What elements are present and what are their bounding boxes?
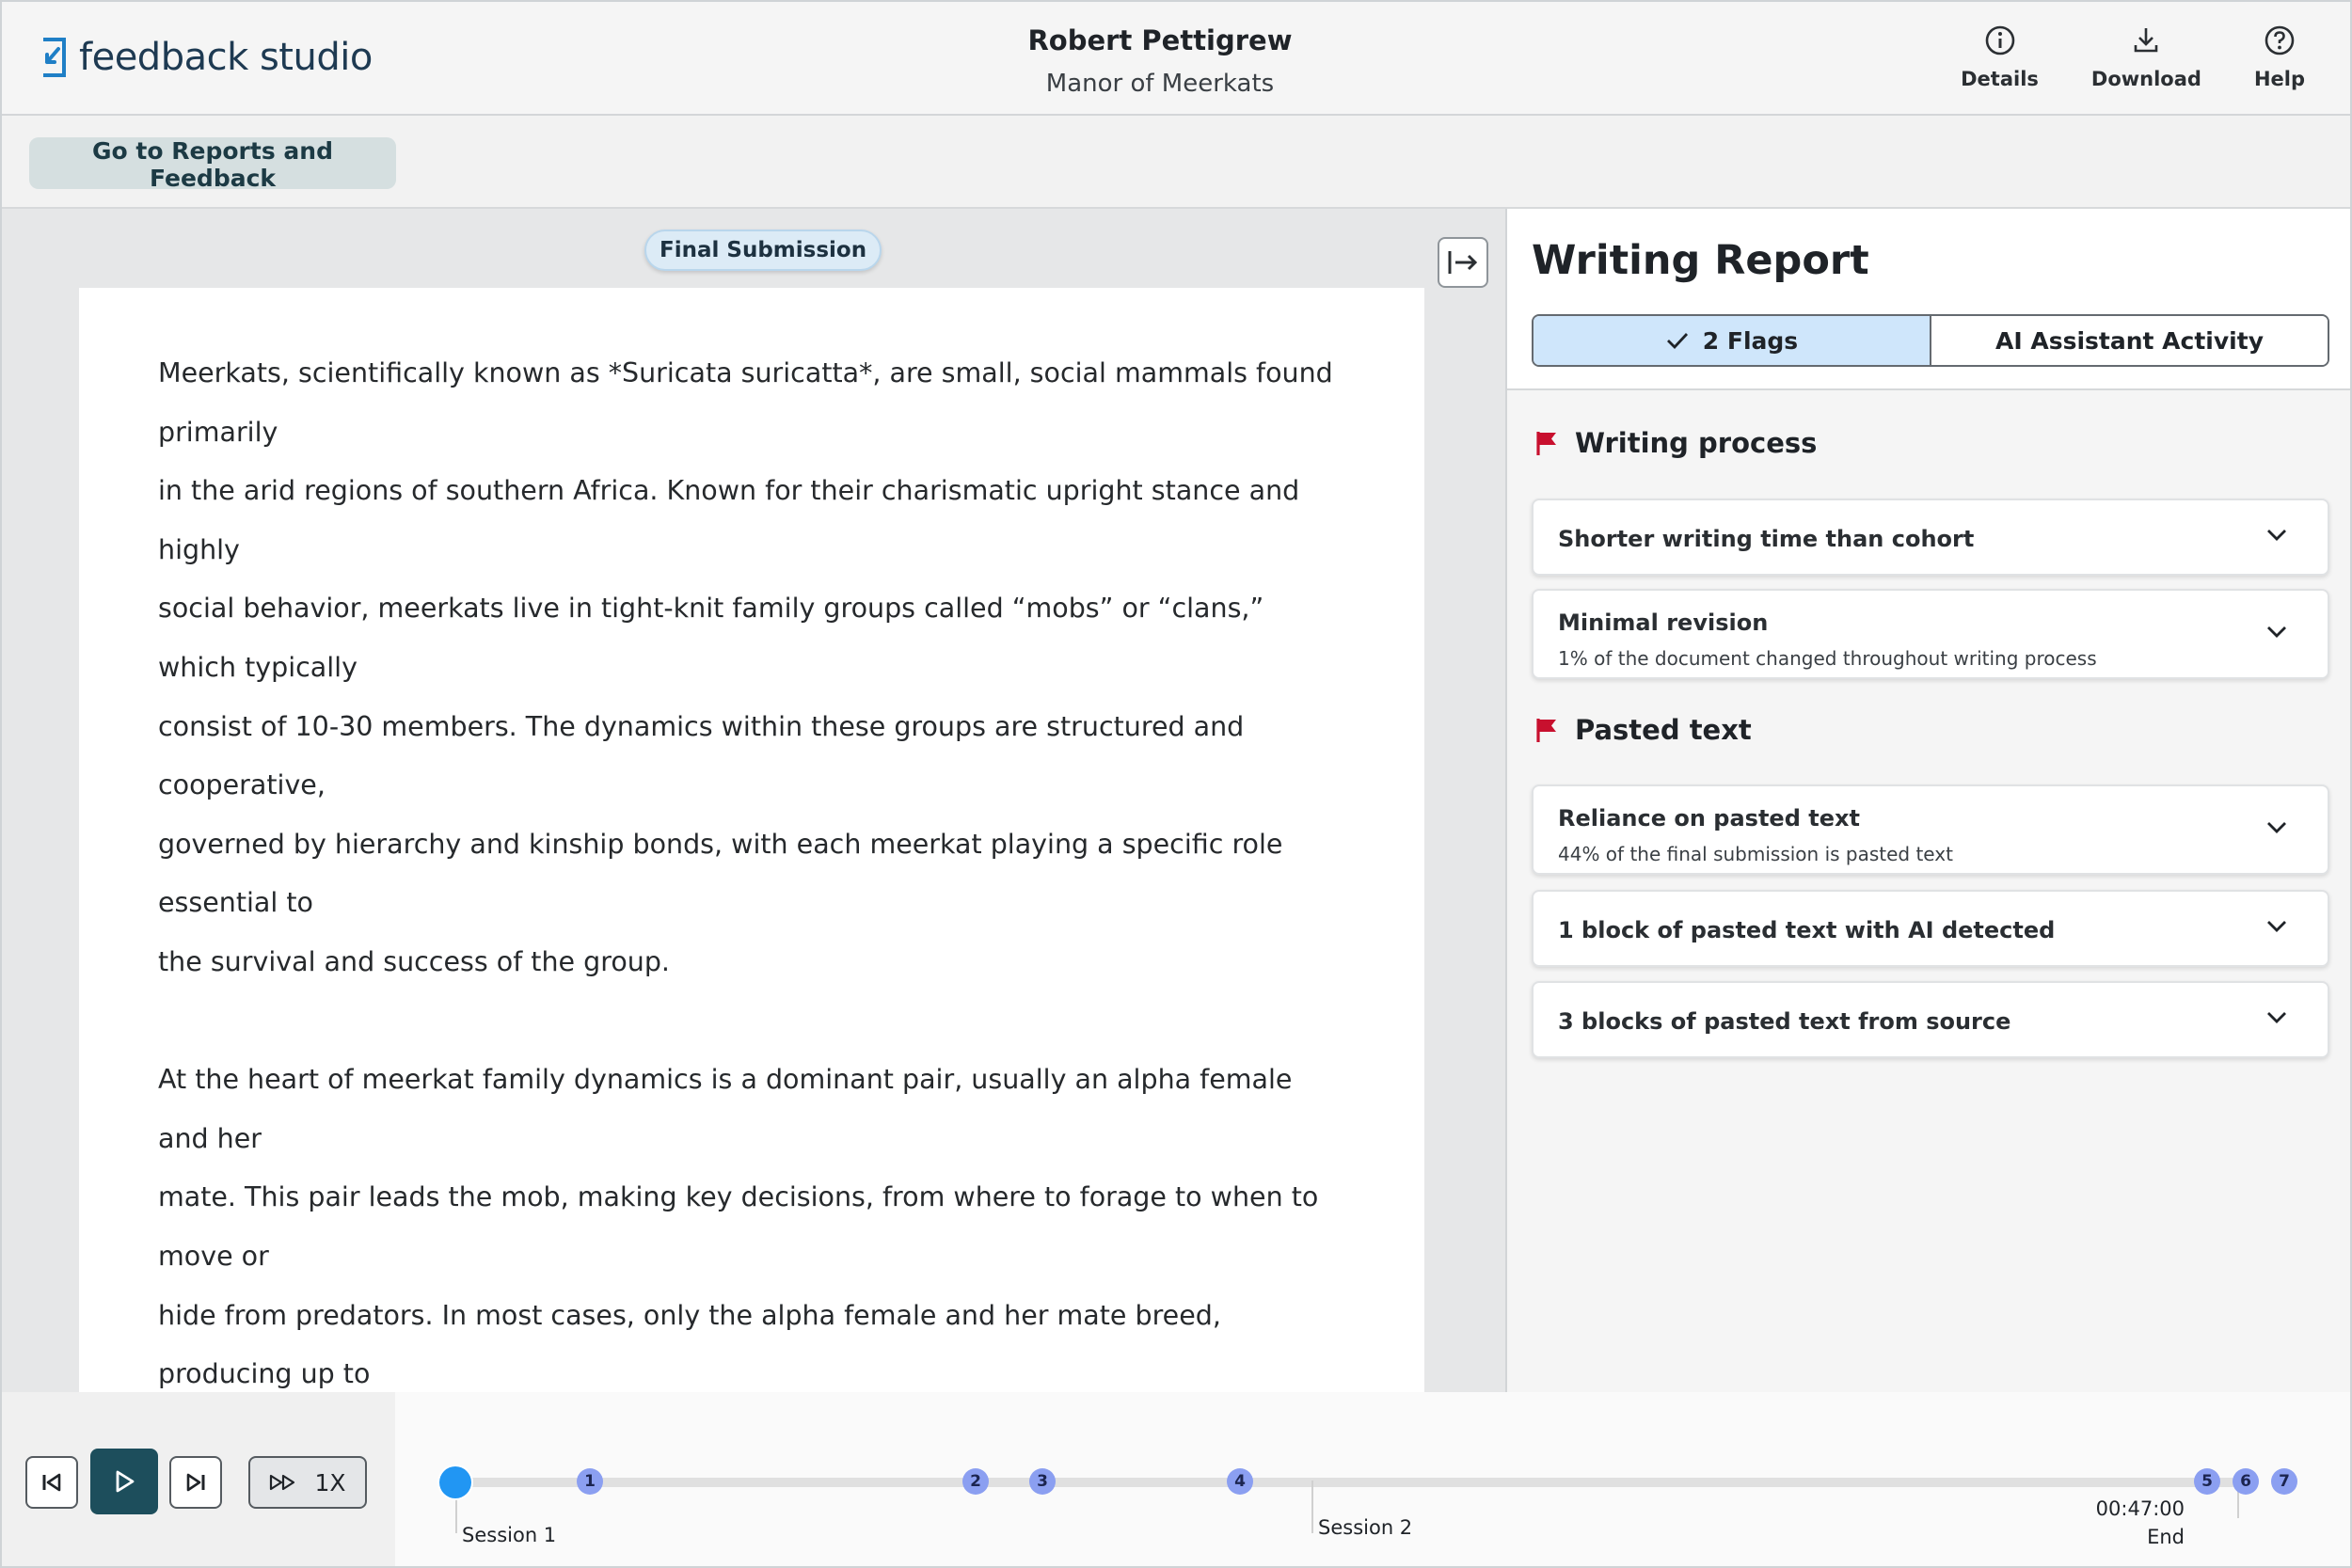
chevron-down-icon <box>2265 528 2288 543</box>
play-button[interactable] <box>90 1449 158 1514</box>
timeline[interactable] <box>395 1392 2352 1568</box>
app-header <box>0 0 2352 116</box>
flag-card-pasted-text-from-source[interactable] <box>1532 981 2329 1058</box>
tab-flags[interactable] <box>1534 316 1931 365</box>
timeline-marker[interactable]: 1 <box>577 1468 603 1495</box>
fast-forward-icon <box>269 1474 297 1491</box>
chevron-down-icon <box>2265 919 2288 934</box>
student-name: Robert Pettigrew <box>1027 24 1293 56</box>
timeline-marker[interactable]: 5 <box>2194 1468 2220 1495</box>
assignment-title: Manor of Meerkats <box>1045 70 1275 98</box>
end-time: 00:47:00 <box>2095 1497 2185 1520</box>
help-button[interactable] <box>2254 24 2305 90</box>
timeline-marker[interactable]: 6 <box>2233 1468 2259 1495</box>
download-button[interactable] <box>2091 24 2201 90</box>
section-title: Writing process <box>1575 427 1818 459</box>
skip-forward-button[interactable] <box>169 1456 222 1509</box>
check-icon <box>1665 330 1690 351</box>
collapse-panel-icon <box>1446 248 1480 277</box>
document-page <box>79 288 1424 1392</box>
details-label: Details <box>1961 68 2039 90</box>
flag-card-pasted-text-ai-detected[interactable] <box>1532 890 2329 967</box>
document-viewer[interactable] <box>0 209 1505 1392</box>
timeline-marker[interactable]: 4 <box>1227 1468 1253 1495</box>
skip-back-button[interactable] <box>25 1456 78 1509</box>
flag-card-description: 44% of the final submission is pasted text <box>1558 843 1953 865</box>
flag-card-shorter-writing-time[interactable] <box>1532 499 2329 576</box>
download-icon <box>2130 24 2162 56</box>
session-divider <box>1311 1481 1313 1533</box>
report-header <box>1507 209 2352 390</box>
session-label: Session 2 <box>1318 1516 1413 1539</box>
playback-bar <box>0 1392 2352 1568</box>
report-tabs <box>1532 314 2329 367</box>
timeline-track[interactable] <box>455 1478 2237 1487</box>
play-icon <box>113 1469 135 1494</box>
end-label: End <box>2147 1526 2185 1548</box>
flag-card-title: 3 blocks of pasted text from source <box>1558 1008 2011 1035</box>
flag-card-minimal-revision[interactable] <box>1532 589 2329 679</box>
skip-back-icon <box>41 1472 62 1493</box>
tab-ai-label: AI Assistant Activity <box>1995 326 2264 355</box>
section-title: Pasted text <box>1575 714 1752 746</box>
details-button[interactable] <box>1961 24 2039 90</box>
document-text <box>79 288 1424 1392</box>
report-title: Writing Report <box>1532 237 1869 284</box>
download-label: Download <box>2090 68 2201 90</box>
skip-forward-icon <box>185 1472 206 1493</box>
tab-ai-assistant-activity[interactable] <box>1931 316 2328 365</box>
final-submission-badge: Final Submission <box>644 230 882 271</box>
playback-speed-button[interactable] <box>248 1456 367 1509</box>
flag-card-title: Minimal revision <box>1558 610 1769 636</box>
timeline-marker[interactable]: 2 <box>962 1468 989 1495</box>
chevron-down-icon <box>2265 820 2288 835</box>
chevron-down-icon <box>2265 1010 2288 1025</box>
timeline-marker[interactable]: 3 <box>1029 1468 1056 1495</box>
flag-icon <box>1535 717 1558 743</box>
sub-toolbar <box>0 116 2352 209</box>
question-circle-icon <box>2264 24 2296 56</box>
playback-controls <box>0 1392 395 1568</box>
flag-card-description: 1% of the document changed throughout writing process <box>1558 647 2097 670</box>
flag-card-title: Reliance on pasted text <box>1558 805 1860 832</box>
go-to-reports-button[interactable]: Go to Reports and Feedback <box>29 137 396 189</box>
timeline-marker[interactable]: 7 <box>2271 1468 2297 1495</box>
chevron-down-icon <box>2265 625 2288 640</box>
flag-card-title: 1 block of pasted text with AI detected <box>1558 917 2056 943</box>
paragraph: At the heart of meerkat family dynamics is a dominant pair, usually an alpha female and her mate. This pair leads the mob, making key decisions, from where to forage to when to move or hide from predators. In most cases, only the alpha female and her mate breed, producing up to <box>158 1064 1319 1390</box>
flag-card-reliance-on-pasted-text[interactable] <box>1532 784 2329 875</box>
logo-text: feedback studio <box>79 36 373 79</box>
info-circle-icon <box>1984 24 2016 56</box>
tab-flags-label: 2 Flags <box>1702 326 1799 355</box>
writing-report-panel <box>1505 209 2352 1392</box>
playback-speed-label: 1X <box>314 1468 346 1497</box>
timeline-scrubber[interactable] <box>439 1466 471 1498</box>
collapse-panel-button[interactable] <box>1438 237 1488 288</box>
flag-icon <box>1535 430 1558 456</box>
paragraph: Meerkats, scientifically known as *Suricata suricatta*, are small, social mammals found primarily in the arid regions of southern Africa. Known for their charismatic upright stance and highly social behavior, meerkats live in tight-knit family groups called “mobs” or “clans,” which typically consist of 10-30 members. The dynamics within these groups are structured and cooperative, governed by hierarchy and kinship bonds, with each meerkat playing a specific role essential to the survival and success of the group. <box>158 357 1333 977</box>
section-writing-process <box>1535 427 1817 459</box>
header-actions <box>1961 24 2305 90</box>
section-pasted-text <box>1535 714 1752 746</box>
help-label: Help <box>2253 68 2305 90</box>
timeline-end <box>2086 1497 2185 1548</box>
session-label: Session 1 <box>462 1524 557 1546</box>
flag-card-title: Shorter writing time than cohort <box>1558 526 1975 552</box>
